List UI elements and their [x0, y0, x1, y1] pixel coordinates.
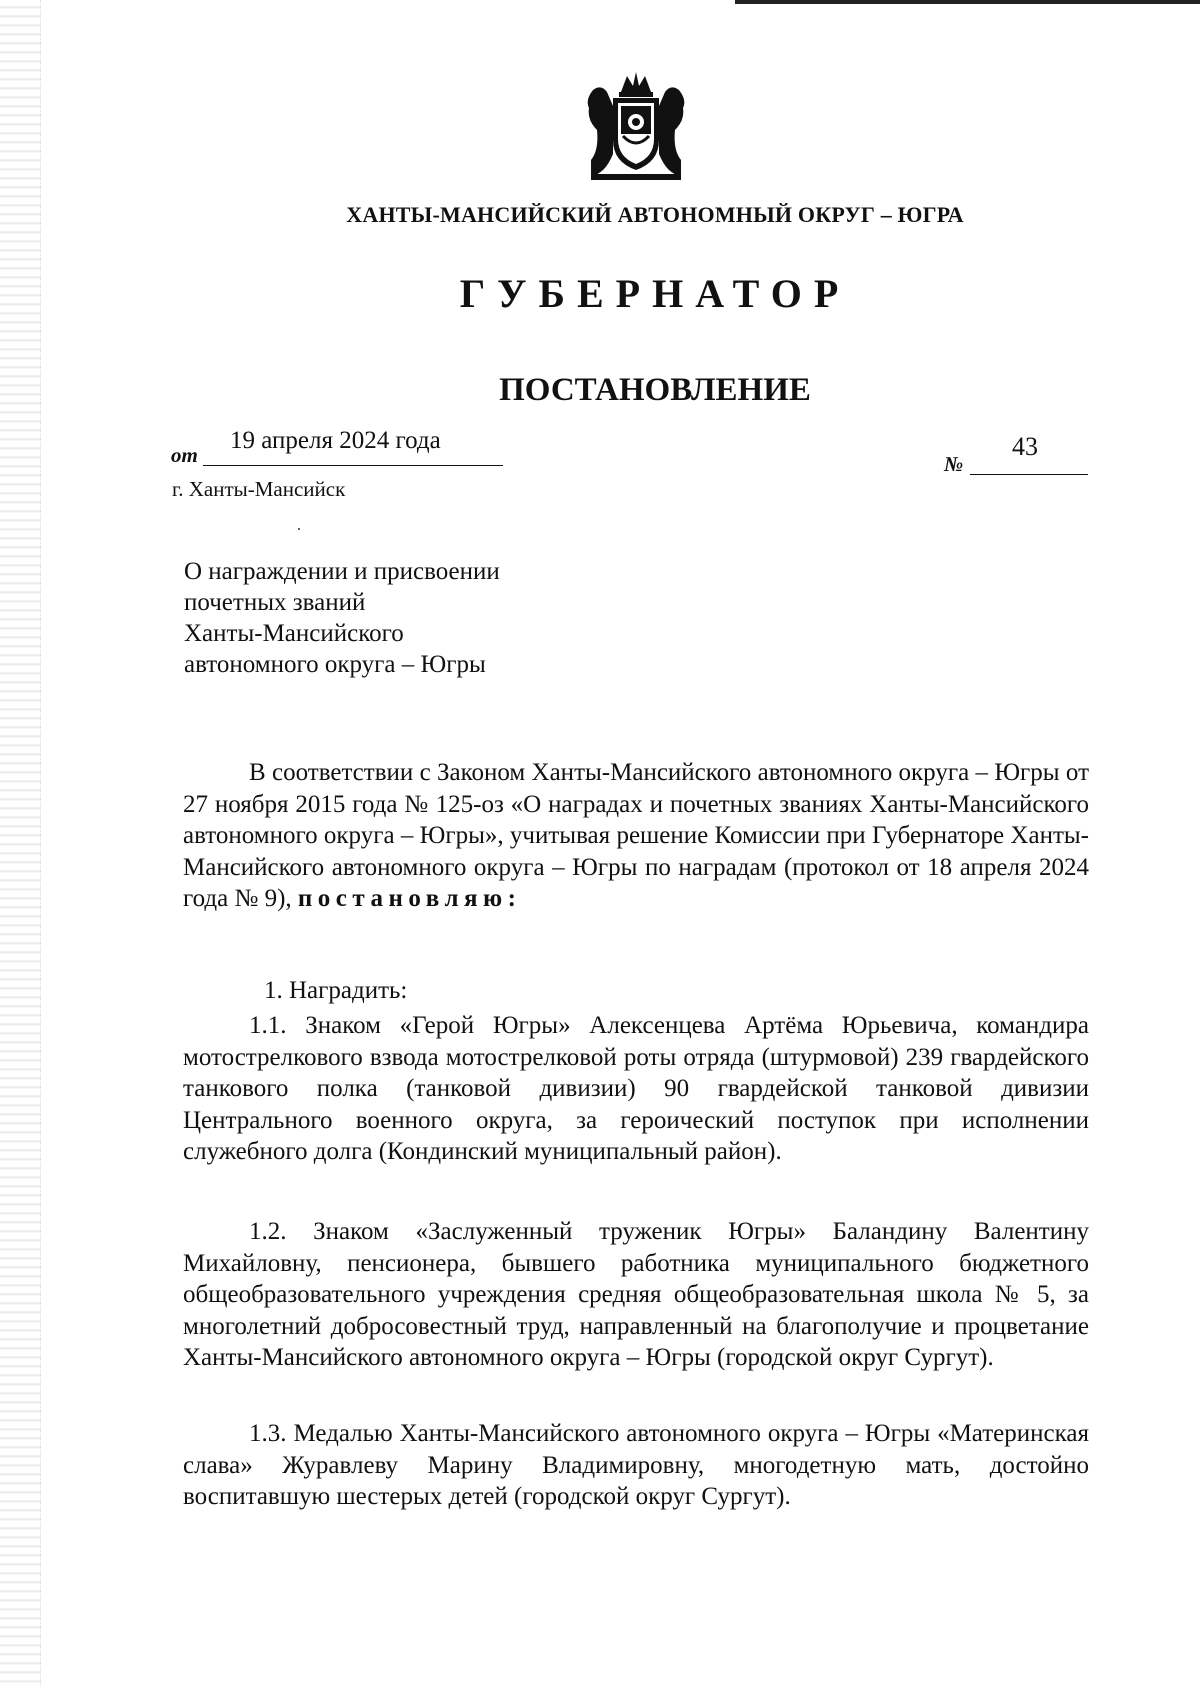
award-item — [183, 1216, 1089, 1374]
scan-edge — [0, 0, 41, 1686]
date-underline — [203, 465, 503, 466]
preamble-text: В соответствии с Законом Ханты-Мансийского автономного округа – Югры от 27 ноября 2015 года № 125-оз «О наградах и почетных званиях Ханты-Мансийского автономного округа – Югры», учитывая решение Комиссии при Губернаторе Ханты-Мансийского автономного округа – Югры по наградам (протокол от 18 апреля 2024 года № 9), — [183, 759, 1089, 912]
title-line: О награждении и присвоении — [184, 558, 500, 585]
title-line: автономного округа – Югры — [184, 651, 486, 678]
number-prefix: № — [944, 452, 964, 476]
preamble-paragraph — [183, 757, 1089, 915]
award-item-text: 1.1. Знаком «Герой Югры» Алексенцева Артёма Юрьевича, командира мотострелкового взвода мотострелковой роты отряда (штурмовой) 239 гвардейского танкового полка (танковой дивизии) 90 гвардейской танковой дивизии Центрального военного округа, за героический поступок при исполнении служебного долга (Кондинский муниципальный район). — [183, 1012, 1089, 1165]
date-prefix: от — [171, 443, 198, 467]
title-line: Ханты-Мансийского — [184, 620, 404, 647]
section-heading: 1. Наградить: — [264, 977, 408, 1004]
scan-dot — [298, 528, 300, 530]
number-underline — [970, 474, 1088, 475]
authority-title: ГУБЕРНАТОР — [459, 271, 851, 316]
document-number: 43 — [1012, 432, 1038, 461]
city: г. Ханты-Мансийск — [172, 477, 346, 501]
title-line: почетных званий — [184, 589, 366, 616]
award-item — [183, 1418, 1089, 1513]
document-date: 19 апреля 2024 года — [230, 427, 441, 454]
award-item — [183, 1010, 1089, 1168]
document-title — [184, 556, 500, 680]
resolve-word: постановляю: — [297, 885, 522, 912]
award-item-text: 1.2. Знаком «Заслуженный труженик Югры» Баландину Валентину Михайловну, пенсионера, бывшего работника муниципального бюджетного общеобразовательного учреждения средняя общеобразовательная школа № 5, за многолетний добросовестный труд, направленный на благополучие и процветание Ханты-Мансийского автономного округа – Югры (городской округ Сургут). — [183, 1218, 1089, 1371]
award-item-text: 1.3. Медалью Ханты-Мансийского автономного округа – Югры «Материнская слава» Журавлеву Марину Владимировну, многодетную мать, достойно воспитавшую шестерых детей (городской округ Сургут). — [183, 1420, 1089, 1510]
region-name: ХАНТЫ-МАНСИЙСКИЙ АВТОНОМНЫЙ ОКРУГ – ЮГРА — [346, 202, 964, 227]
document-type: ПОСТАНОВЛЕНИЕ — [499, 372, 811, 408]
coat-of-arms-icon — [583, 70, 689, 182]
scan-top-mark — [735, 0, 1200, 4]
